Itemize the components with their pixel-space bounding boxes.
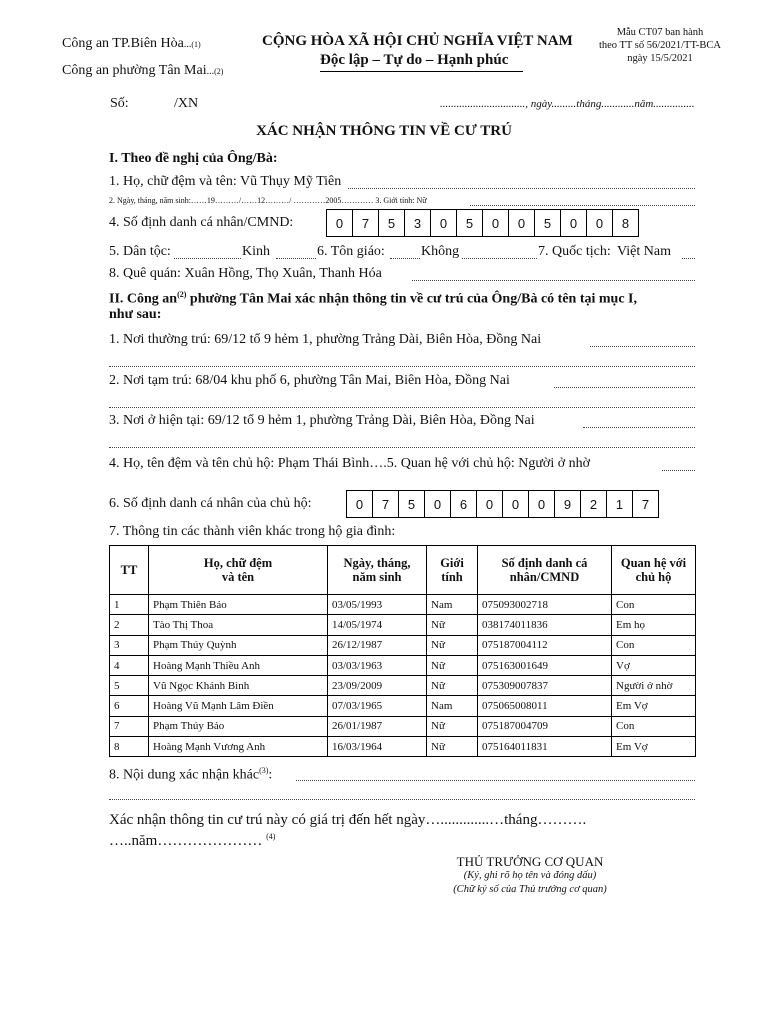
id-digit: 0 (431, 210, 457, 236)
cell-tt: 7 (110, 716, 149, 736)
agency-ward-dots: ... (206, 66, 215, 77)
agency-ward: Công an phường Tân Mai (62, 63, 207, 78)
id-digit: 0 (483, 210, 509, 236)
name-fill-line (348, 188, 695, 189)
birth-fill-line (470, 205, 695, 206)
head-id-label: 6. Số định danh cá nhân của chủ hộ: (109, 496, 312, 511)
note-2-sup: (2) (177, 290, 187, 299)
current-row (109, 413, 535, 429)
cell-dob: 16/03/1964 (328, 737, 427, 757)
current-fill-line-2 (109, 447, 695, 448)
birth-row: 2. Ngày, tháng, năm sinh:……19………/……12………/ …………2005………… 3. Giới tính: Nữ (109, 196, 427, 205)
current-label: 3. Nơi ở hiện tại: (109, 413, 208, 428)
id-digit: 0 (509, 210, 535, 236)
cell-gender: Nữ (427, 635, 478, 655)
cell-tt: 3 (110, 635, 149, 655)
temporary-row (109, 373, 510, 389)
cell-name: Vũ Ngọc Khánh Bình (149, 676, 328, 696)
col-header-tt: TT (110, 546, 149, 595)
agency-line-1 (62, 36, 201, 52)
religion-label: 6. Tôn giáo: (317, 244, 385, 259)
head-id-digit: 7 (373, 491, 399, 517)
cell-gender: Nữ (427, 676, 478, 696)
agency-line-2 (62, 63, 223, 79)
cell-name: Hoàng Mạnh Thiều Anh (149, 655, 328, 675)
cell-relation: Con (612, 595, 696, 615)
cell-dob: 26/01/1987 (328, 716, 427, 736)
table-row (110, 635, 696, 655)
validity-line-2 (109, 832, 275, 850)
id-digit: 5 (379, 210, 405, 236)
cell-id: 075093002718 (478, 595, 612, 615)
name-row (109, 174, 341, 190)
permanent-row (109, 332, 541, 348)
note-4: (4) (266, 832, 276, 841)
temporary-fill-line-2 (109, 407, 695, 408)
cell-gender: Nữ (427, 615, 478, 635)
form-line-1: Mẫu CT07 ban hành (616, 27, 704, 38)
cell-relation: Con (612, 635, 696, 655)
note-3: (3) (259, 766, 269, 775)
col-header-relation: Quan hệ với chủ hộ (612, 546, 696, 595)
religion-fill-line-2 (462, 258, 537, 259)
col-header-dob: Ngày, tháng, năm sinh (328, 546, 427, 595)
cell-gender: Nữ (427, 716, 478, 736)
cell-id: 075164011831 (478, 737, 612, 757)
name-value: Vũ Thụy Mỹ Tiên (239, 174, 342, 189)
agency-city: Công an TP.Biên Hòa (62, 36, 184, 51)
other-fill-line-2 (109, 799, 695, 800)
other-fill-line (296, 780, 695, 781)
cell-gender: Nam (427, 595, 478, 615)
members-label: 7. Thông tin các thành viên khác trong hộ gia đình: (109, 524, 396, 539)
id-digit: 0 (561, 210, 587, 236)
hometown-row (109, 266, 382, 282)
cell-tt: 4 (110, 655, 149, 675)
section2-heading-line2: như sau: (109, 307, 162, 322)
document-title: XÁC NHẬN THÔNG TIN VỀ CƯ TRÚ (256, 123, 512, 139)
cell-name: Phạm Thiên Bảo (149, 595, 328, 615)
cell-id: 075309007837 (478, 676, 612, 696)
cell-dob: 26/12/1987 (328, 635, 427, 655)
ethnic-value: Kinh (242, 244, 270, 259)
cell-name: Hoàng Mạnh Vương Anh (149, 737, 328, 757)
agency-city-dots: ... (183, 39, 192, 50)
permanent-fill-line-2 (109, 366, 695, 367)
cell-name: Hoàng Vũ Mạnh Lâm Điền (149, 696, 328, 716)
note-2: (2) (214, 67, 224, 76)
cell-tt: 5 (110, 676, 149, 696)
id-digit: 3 (405, 210, 431, 236)
cell-dob: 23/09/2009 (328, 676, 427, 696)
id-digit: 0 (327, 210, 353, 236)
ethnic-label: 5. Dân tộc: (109, 244, 171, 259)
head-id-digit: 0 (529, 491, 555, 517)
ethnic-fill-line-2 (276, 258, 316, 259)
head-id-digit: 0 (503, 491, 529, 517)
hometown-fill-line (412, 280, 695, 281)
cell-name: Phạm Thúy Bảo (149, 716, 328, 736)
signer-note-2: (Chữ ký số của Thủ trưởng cơ quan) (453, 884, 607, 895)
head-id-digit: 6 (451, 491, 477, 517)
head-id-digit: 0 (477, 491, 503, 517)
cell-gender: Nữ (427, 737, 478, 757)
current-fill-line (583, 427, 695, 428)
cell-gender: Nam (427, 696, 478, 716)
cell-gender: Nữ (427, 655, 478, 675)
permanent-label: 1. Nơi thường trú: (109, 332, 215, 347)
section2-heading-pre: II. Công an (109, 291, 178, 307)
household-members-table (109, 545, 696, 757)
nationality-label: 7. Quốc tịch: (538, 244, 611, 259)
religion-value: Không (421, 244, 460, 259)
id-digit-boxes (326, 209, 639, 237)
household-head-label: 4. Họ, tên đệm và tên chủ hộ: (109, 456, 278, 471)
temporary-label: 2. Nơi tạm trú: (109, 373, 196, 388)
section2-heading-post: phường Tân Mai xác nhận thông tin về cư trú của Ông/Bà có tên tại mục I, (186, 291, 637, 307)
household-head-row (109, 456, 590, 472)
cell-relation: Em họ (612, 615, 696, 635)
head-id-digit: 0 (347, 491, 373, 517)
cell-relation: Vợ (612, 655, 696, 675)
note-1: (1) (191, 40, 201, 49)
head-id-digit: 2 (581, 491, 607, 517)
cell-dob: 07/03/1965 (328, 696, 427, 716)
cell-id: 038174011836 (478, 615, 612, 635)
permanent-value: 69/12 tổ 9 hẻm 1, phường Trảng Dài, Biên Hòa, Đồng Nai (214, 332, 542, 347)
signer-title: THỦ TRƯỞNG CƠ QUAN (456, 854, 604, 869)
head-id-digit: 5 (399, 491, 425, 517)
nation-title: CỘNG HÒA XÃ HỘI CHỦ NGHĨA VIỆT NAM (262, 33, 573, 49)
head-id-digit: 1 (607, 491, 633, 517)
cell-tt: 6 (110, 696, 149, 716)
cell-relation: Người ở nhờ (612, 676, 696, 696)
other-content-label: 8. Nội dung xác nhận khác (109, 767, 260, 783)
ethnic-fill-line (174, 258, 241, 259)
table-row (110, 716, 696, 736)
cell-relation: Con (612, 716, 696, 736)
so-value: /XN (174, 96, 199, 111)
table-row (110, 615, 696, 635)
id-digit: 5 (535, 210, 561, 236)
col-header-id: Số định danh cá nhân/CMND (478, 546, 612, 595)
other-content-row (109, 766, 272, 784)
permanent-fill-line (590, 346, 695, 347)
cell-id: 075163001649 (478, 655, 612, 675)
cell-tt: 8 (110, 737, 149, 757)
nationality-fill-line (682, 258, 695, 259)
head-id-digit: 7 (641, 496, 650, 512)
motto: Độc lập – Tự do – Hạnh phúc (320, 52, 509, 68)
date-line: ..............................., ngày.........tháng............năm............... (440, 98, 695, 110)
hometown-value: Xuân Hồng, Thọ Xuân, Thanh Hóa (184, 266, 382, 281)
name-label: 1. Họ, chữ đệm và tên: (109, 174, 240, 189)
id-digit: 5 (457, 210, 483, 236)
form-line-3: ngày 15/5/2021 (627, 53, 693, 64)
hometown-label: 8. Quê quán: (109, 266, 185, 281)
table-row (110, 595, 696, 615)
section1-heading: I. Theo đề nghị của Ông/Bà: (109, 151, 278, 166)
cell-id: 075187004112 (478, 635, 612, 655)
relation-label: 5. Quan hệ với chủ hộ: (386, 456, 519, 471)
other-content-colon: : (268, 767, 273, 783)
cell-relation: Em Vợ (612, 696, 696, 716)
table-header-row (110, 546, 696, 595)
id-label: 4. Số định danh cá nhân/CMND: (109, 215, 294, 230)
relation-value: Người ở nhờ (518, 456, 591, 471)
head-id-digit: 0 (425, 491, 451, 517)
motto-underline (320, 71, 523, 72)
cell-tt: 2 (110, 615, 149, 635)
temporary-fill-line (554, 387, 695, 388)
form-line-2: theo TT số 56/2021/TT-BCA (598, 40, 722, 51)
form-code (592, 26, 728, 65)
religion-fill-line (390, 258, 420, 259)
table-row (110, 696, 696, 716)
validity-line-1: Xác nhận thông tin cư trú này có giá trị đến hết ngày….............…tháng………. (109, 812, 587, 828)
cell-name: Phạm Thúy Quỳnh (149, 635, 328, 655)
table-row (110, 655, 696, 675)
id-digit: 7 (353, 210, 379, 236)
head-id-digit: 9 (555, 491, 581, 517)
id-digit: 8 (621, 215, 630, 231)
cell-relation: Em Vợ (612, 737, 696, 757)
col-header-gender: Giới tính (427, 546, 478, 595)
cell-dob: 03/03/1963 (328, 655, 427, 675)
signer-note-1: (Ký, ghi rõ họ tên và đóng dấu) (463, 870, 597, 881)
cell-id: 075065008011 (478, 696, 612, 716)
cell-name: Tào Thị Thoa (149, 615, 328, 635)
validity-year: …..năm………………… (109, 833, 263, 849)
col-header-name: Họ, chữ đệm và tên (149, 546, 328, 595)
nationality-value: Việt Nam (617, 244, 671, 259)
cell-dob: 03/05/1993 (328, 595, 427, 615)
relation-fill-line (662, 470, 695, 471)
household-head-value: Phạm Thái Bình…. (277, 456, 387, 471)
id-digit: 0 (587, 210, 613, 236)
cell-dob: 14/05/1974 (328, 615, 427, 635)
table-row (110, 737, 696, 757)
head-id-digit-boxes (346, 490, 659, 518)
so-label: Số: (110, 96, 129, 111)
table-row (110, 676, 696, 696)
cell-id: 075187004709 (478, 716, 612, 736)
temporary-value: 68/04 khu phố 6, phường Tân Mai, Biên Hòa, Đồng Nai (195, 373, 510, 388)
current-value: 69/12 tổ 9 hẻm 1, phường Trảng Dài, Biên Hòa, Đồng Nai (207, 413, 535, 428)
cell-tt: 1 (110, 595, 149, 615)
section2-heading (109, 290, 637, 308)
